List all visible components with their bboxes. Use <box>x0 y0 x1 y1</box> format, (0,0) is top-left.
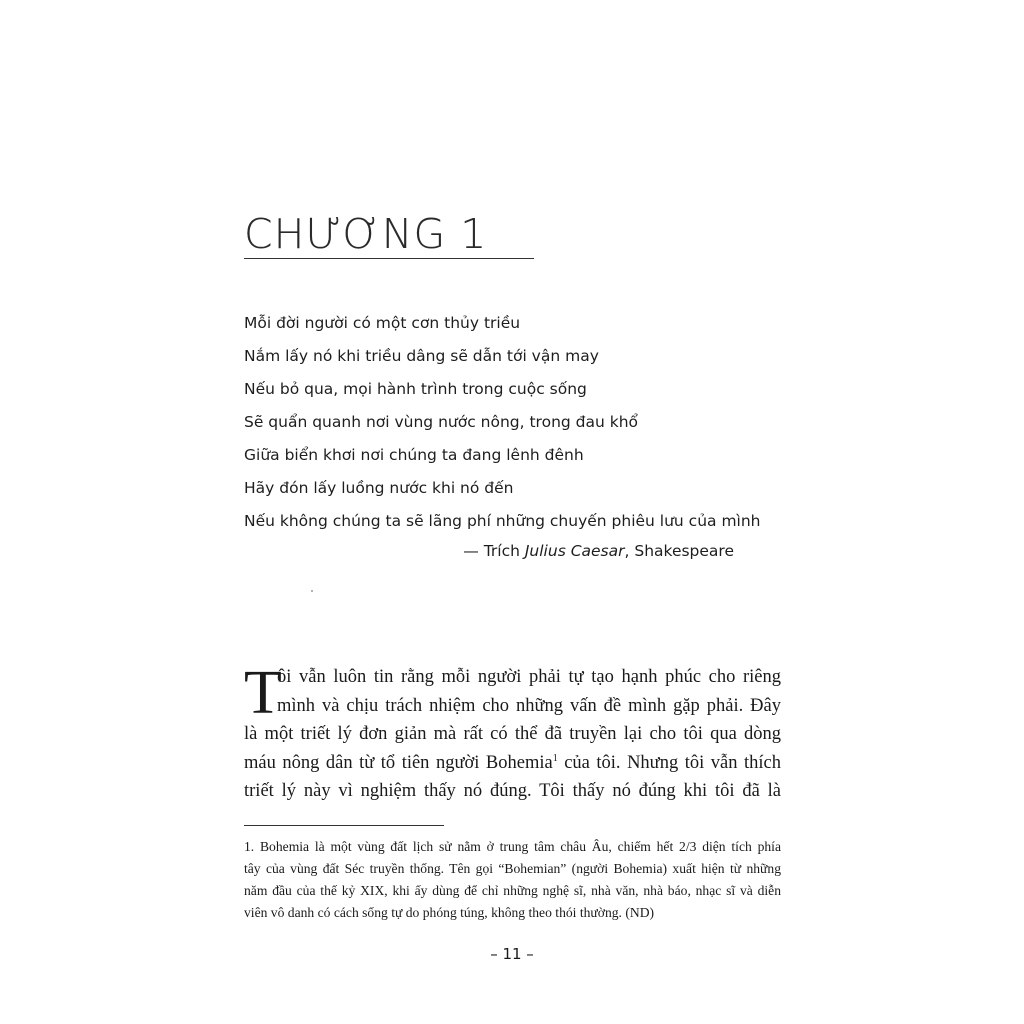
body-line <box>244 720 781 749</box>
chapter-title: CHƯƠNG 1 <box>244 210 488 258</box>
footnote-line: năm đầu của thế kỷ XIX, khi ấy dùng để chỉ những nghệ sĩ, nhà văn, nhà báo, nhạc sĩ và diễn <box>244 883 781 898</box>
body-line-text: ôi vẫn luôn tin rằng mỗi người phải tự tạo hạnh phúc cho riêng <box>277 667 781 687</box>
epigraph-line: Sẽ quẩn quanh nơi vùng nước nông, trong đau khổ <box>244 413 639 431</box>
body-line-text: mình và chịu trách nhiệm cho những vấn đề mình gặp phải. Đây <box>277 695 781 716</box>
drop-cap: T <box>244 659 282 727</box>
epigraph-attribution <box>244 537 734 565</box>
body-line <box>244 663 781 692</box>
footnote-line: 1. Bohemia là một vùng đất lịch sử nằm ở trung tâm châu Âu, chiếm hết 2/3 diện tích phía <box>244 839 781 854</box>
body-line-text: máu nông dân từ tổ tiên người Bohemia <box>244 752 553 773</box>
epigraph-line: Nếu bỏ qua, mọi hành trình trong cuộc sống <box>244 380 587 398</box>
body-line-text: triết lý này vì nghiệm thấy nó đúng. Tôi thấy nó đúng khi tôi đã là <box>244 781 781 801</box>
footnote-line: tây của vùng đất Séc truyền thống. Tên gọi “Bohemian” (người Bohemia) xuất hiện từ những <box>244 861 781 876</box>
epigraph-line: Nắm lấy nó khi triều dâng sẽ dẫn tới vận may <box>244 347 599 365</box>
body-line <box>244 749 781 778</box>
footnote <box>244 836 781 924</box>
epigraph-line: Giữa biển khơi nơi chúng ta đang lênh đênh <box>244 446 584 464</box>
page-number: – 11 – <box>490 945 534 963</box>
attribution-prefix: — Trích <box>463 542 525 560</box>
chapter-title-underline <box>244 258 534 259</box>
epigraph <box>244 309 784 540</box>
epigraph-line: Mỗi đời người có một cơn thủy triều <box>244 314 521 332</box>
footnote-reference[interactable]: 1 <box>552 752 558 764</box>
epigraph-line: Nếu không chúng ta sẽ lãng phí những chuyến phiêu lưu của mình <box>244 512 761 530</box>
attribution-author: , Shakespeare <box>624 542 734 560</box>
body-line-text: là một triết lý đơn giản mà rất có thể đã truyền lại cho tôi qua dòng <box>244 724 781 744</box>
chapter-heading <box>244 210 534 259</box>
body-line <box>244 777 781 806</box>
epigraph-line: Hãy đón lấy luồng nước khi nó đến <box>244 479 514 497</box>
attribution-work-title: Julius Caesar <box>524 542 625 560</box>
footnote-line: viên vô danh có cách sống tự do phóng túng, không theo thói thường. (ND) <box>244 905 655 920</box>
print-speck <box>311 590 313 592</box>
body-line-text: của tôi. Nhưng tôi vẫn thích <box>557 752 781 773</box>
body-paragraph <box>244 659 781 806</box>
footnote-separator <box>244 825 444 826</box>
body-line <box>244 692 781 721</box>
